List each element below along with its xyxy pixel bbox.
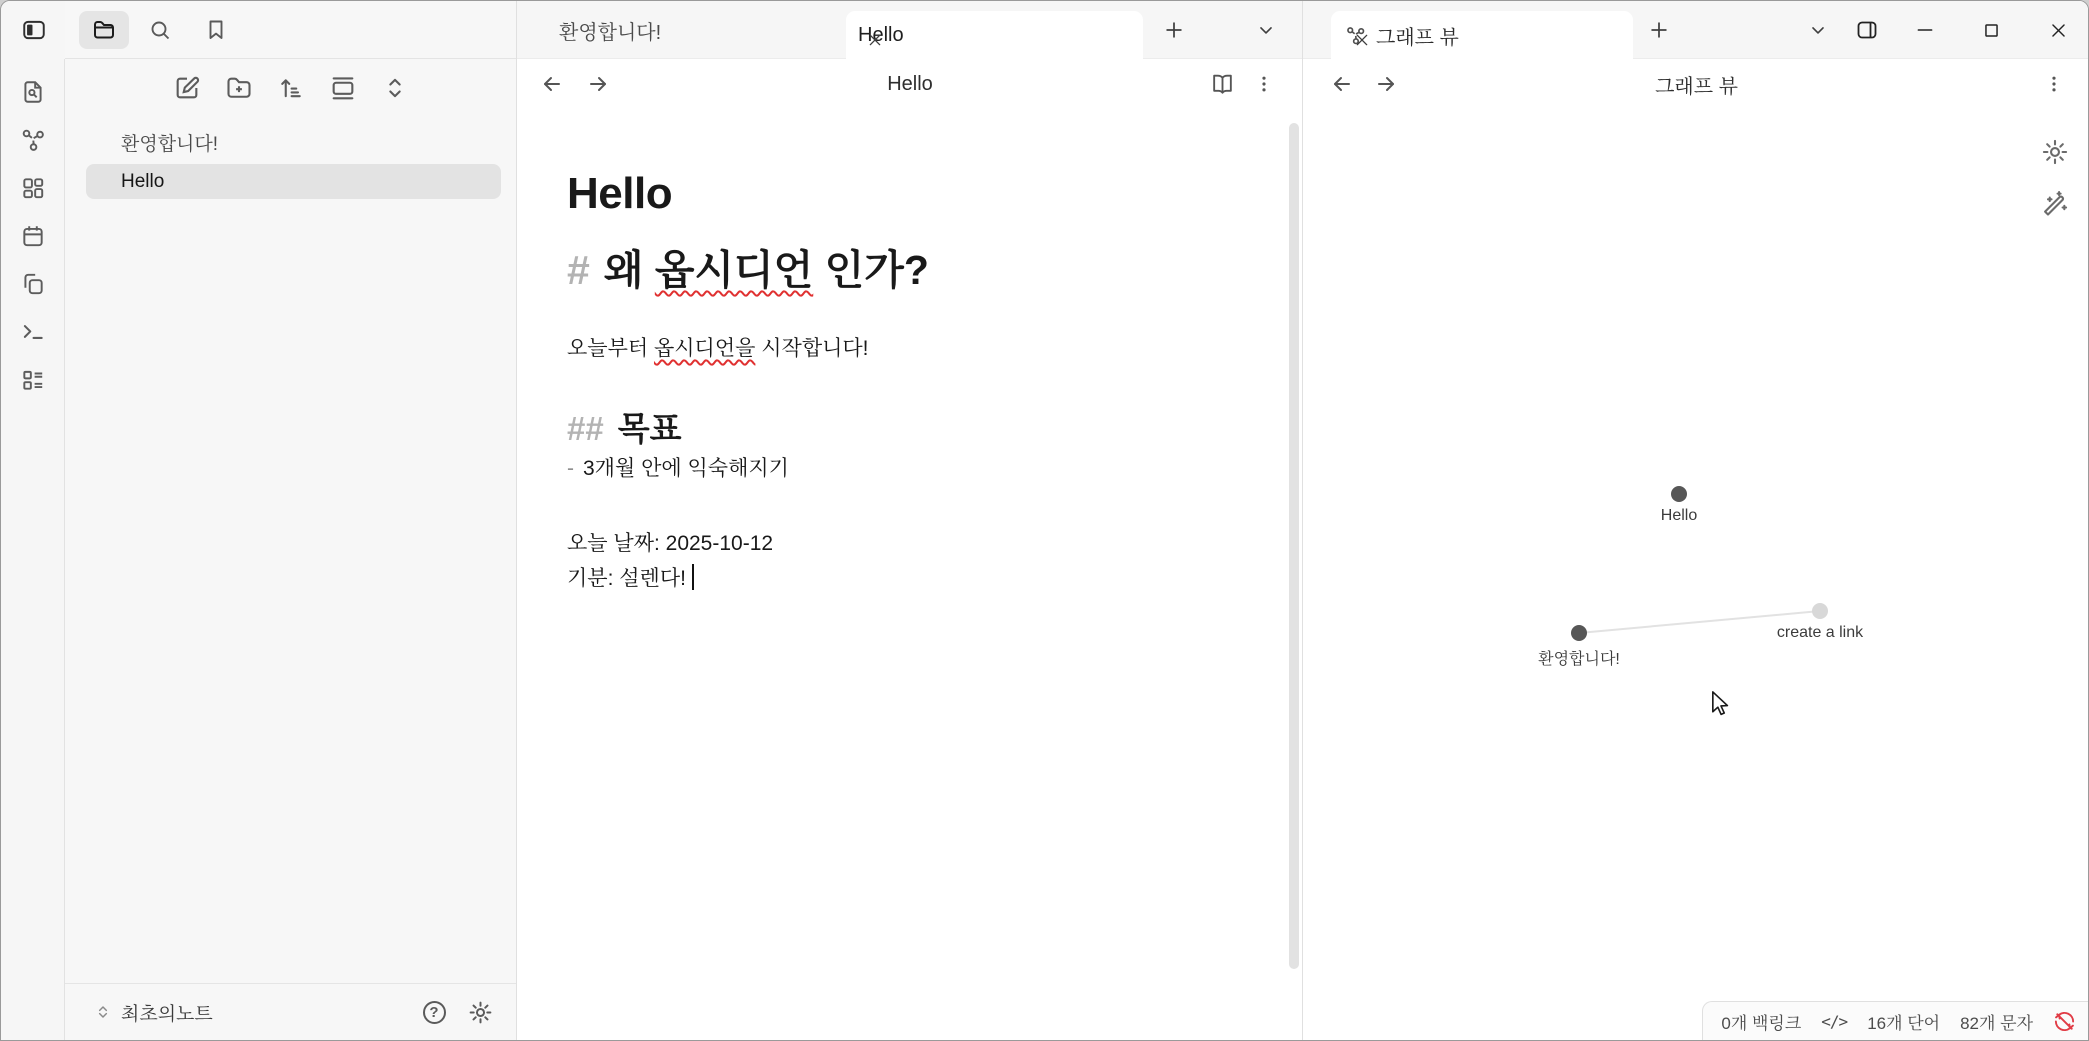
vault-name: 최초의노트 — [121, 1003, 213, 1025]
mood-line: 기분: 설렌다! — [567, 562, 1289, 596]
layout-list-icon[interactable] — [16, 363, 50, 397]
tab-graph-view[interactable]: 그래프 뷰 — [1331, 11, 1633, 60]
bookmark-tab-icon[interactable] — [191, 11, 241, 49]
ribbon — [1, 1, 65, 1040]
help-icon[interactable]: ? — [420, 998, 448, 1026]
file-list — [65, 117, 517, 199]
tab-list-chevron-icon[interactable] — [1249, 13, 1283, 47]
more-options-icon[interactable] — [1249, 69, 1279, 99]
new-folder-icon[interactable] — [224, 73, 254, 103]
word-count[interactable]: 16개 단어 — [1867, 1013, 1941, 1033]
mouse-cursor — [1707, 689, 1735, 717]
node-dot — [1812, 603, 1828, 619]
window-close-icon[interactable] — [2041, 13, 2075, 47]
collapse-all-icon[interactable] — [380, 73, 410, 103]
text-caret — [692, 564, 695, 590]
tab-list-chevron-icon[interactable] — [1801, 13, 1835, 47]
heading-2: ## 목표 — [567, 410, 682, 447]
backlink-count[interactable]: 0개 백링크 — [1721, 1013, 1802, 1033]
editor-scrollbar[interactable] — [1289, 123, 1299, 969]
calendar-icon[interactable] — [16, 219, 50, 253]
gallery-view-icon[interactable] — [328, 73, 358, 103]
file-search-icon[interactable] — [16, 75, 50, 109]
inline-title: Hello — [567, 169, 673, 218]
graph-canvas[interactable]: Hello 환영합니다! create a link — [1303, 109, 2089, 1040]
terminal-icon[interactable] — [16, 315, 50, 349]
graph-icon[interactable] — [16, 123, 50, 157]
new-tab-icon[interactable] — [1157, 13, 1191, 47]
toggle-right-sidebar-icon[interactable] — [1850, 13, 1884, 47]
left-sidebar — [65, 1, 517, 1040]
settings-icon[interactable] — [466, 998, 494, 1026]
window-minimize-icon[interactable] — [1908, 13, 1942, 47]
heading-1: # 왜 옵시디언 인가? — [567, 247, 929, 293]
tab-welcome[interactable]: 환영합니다! — [559, 21, 662, 44]
sidebar-footer — [65, 983, 516, 1040]
search-tab-icon[interactable] — [135, 11, 185, 49]
source-mode-icon[interactable]: </> — [1821, 1011, 1848, 1031]
dashboard-icon[interactable] — [16, 171, 50, 205]
graph-header — [1303, 59, 2089, 109]
graph-settings-icon[interactable] — [2040, 137, 2070, 167]
char-count[interactable]: 82개 문자 — [1960, 1013, 2033, 1033]
tab-close-icon[interactable] — [1345, 23, 1379, 57]
editor-pane — [517, 1, 1303, 1040]
copy-icon[interactable] — [16, 267, 50, 301]
file-item-selected[interactable]: Hello — [86, 164, 501, 199]
paragraph: 오늘부터 옵시디언을 시작합니다! — [567, 337, 869, 360]
date-line: 오늘 날짜: 2025-10-12 — [567, 532, 774, 555]
graph-pane — [1303, 1, 2089, 1040]
more-options-icon[interactable] — [2039, 69, 2069, 99]
vault-switcher[interactable] — [95, 999, 213, 1026]
graph-timelapse-wand-icon[interactable] — [2040, 189, 2070, 219]
sidebar-tab-strip — [65, 1, 517, 59]
file-item[interactable]: 환영합니다! — [121, 134, 219, 155]
node-dot — [1571, 625, 1587, 641]
sort-order-icon[interactable] — [276, 73, 306, 103]
window-maximize-icon[interactable] — [1974, 13, 2008, 47]
file-explorer-actions — [65, 59, 517, 117]
graph-tab-bar — [1303, 1, 2089, 59]
sync-disabled-icon[interactable] — [2053, 1010, 2076, 1033]
status-bar — [1702, 1001, 2089, 1040]
new-note-icon[interactable] — [172, 73, 202, 103]
graph-view-title: 그래프 뷰 — [1655, 75, 1738, 98]
editor-tab-bar — [517, 1, 1303, 59]
tab-hello-active[interactable]: Hello — [846, 11, 1143, 60]
note-editor[interactable] — [517, 109, 1289, 1040]
toggle-left-sidebar-icon[interactable] — [17, 13, 51, 47]
graph-edges — [1303, 109, 2089, 1040]
new-tab-icon[interactable] — [1642, 13, 1676, 47]
files-tab-folder-icon[interactable] — [79, 11, 129, 49]
reading-view-icon[interactable] — [1207, 69, 1237, 99]
editor-header — [517, 59, 1303, 109]
editor-view-title: Hello — [887, 72, 933, 95]
node-dot — [1671, 486, 1687, 502]
list-item-line: - 3개월 안에 익숙해지기 — [567, 457, 789, 480]
chevrons-up-down-icon — [95, 1004, 111, 1020]
tab-close-icon[interactable] — [858, 23, 892, 57]
